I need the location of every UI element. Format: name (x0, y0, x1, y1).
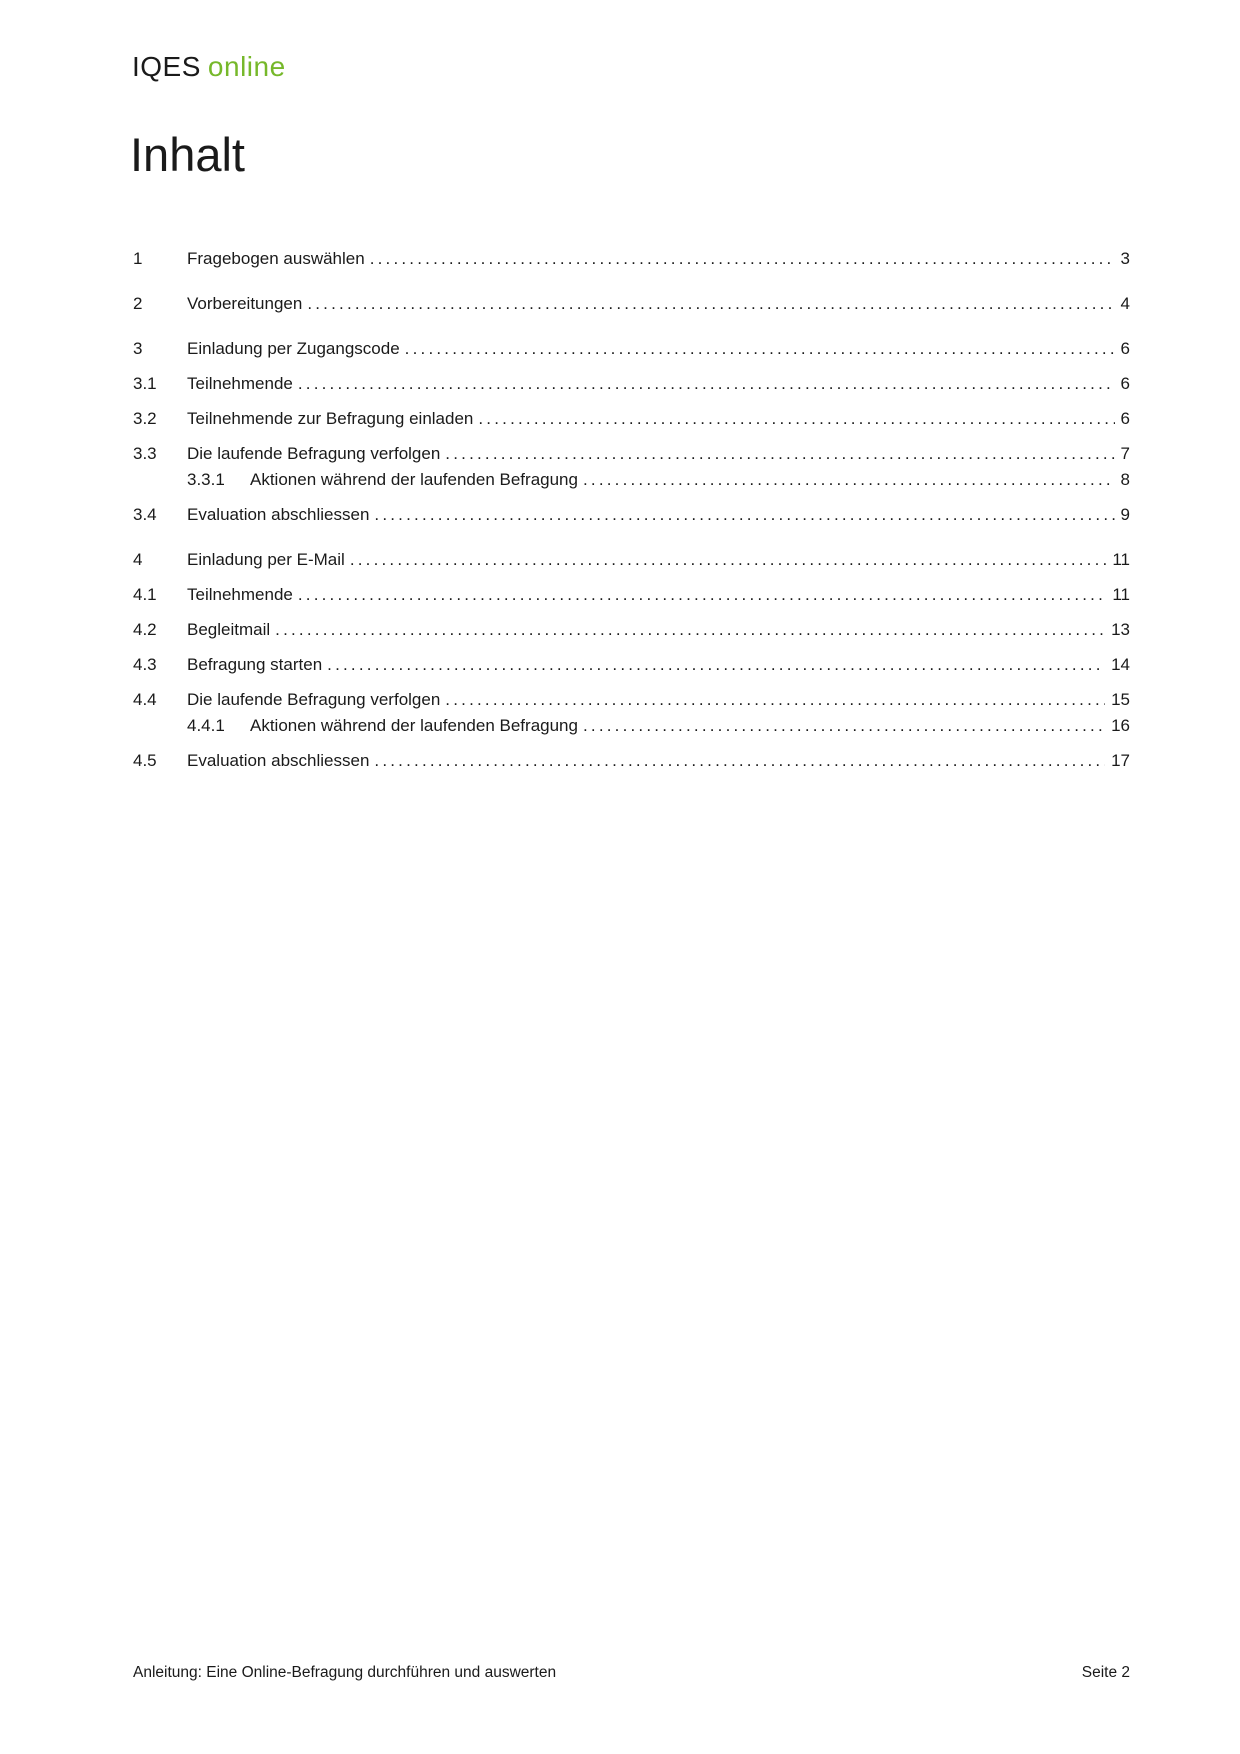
footer-page-number: Seite 2 (1081, 1664, 1130, 1681)
toc-entry[interactable] (133, 550, 1130, 570)
toc-entry-label: Begleitmail (187, 620, 271, 639)
toc-entry-number: 4.1 (133, 585, 157, 604)
toc-entry-page: 6 (1120, 339, 1130, 358)
toc-entry-page: 17 (1111, 751, 1130, 770)
toc-entry-number: 4 (133, 550, 143, 569)
toc-entry[interactable] (133, 620, 1130, 640)
logo-iqes-text: IQES (132, 51, 201, 82)
toc-entry-number: 1 (133, 249, 143, 268)
toc-entry-label: Fragebogen auswählen (187, 249, 365, 268)
toc-entry[interactable] (133, 339, 1130, 359)
toc-entry-label: Evaluation abschliessen (187, 751, 370, 770)
toc-entry-number: 4.4.1 (187, 716, 225, 735)
toc-entry-label: Befragung starten (187, 655, 323, 674)
toc-entry-page: 9 (1120, 505, 1130, 524)
toc-entry-page: 15 (1111, 690, 1130, 709)
toc-entry[interactable] (133, 505, 1130, 525)
toc-dot-leader (275, 620, 1105, 640)
toc-entry-number: 3.1 (133, 374, 157, 393)
toc-dot-leader (405, 339, 1115, 359)
toc-entry-label: Aktionen während der laufenden Befragung (250, 716, 578, 735)
toc-entry-number: 2 (133, 294, 143, 313)
toc-entry[interactable] (133, 716, 1130, 736)
toc-dot-leader (350, 550, 1107, 570)
toc-entry-page: 13 (1111, 620, 1130, 639)
toc-entry-label: Einladung per Zugangscode (187, 339, 400, 358)
toc-dot-leader (583, 716, 1105, 736)
toc-list (133, 249, 1130, 771)
toc-dot-leader (583, 470, 1115, 490)
toc-entry[interactable] (133, 751, 1130, 771)
toc-entry[interactable] (133, 585, 1130, 605)
toc-entry-number: 3 (133, 339, 143, 358)
toc-entry-number: 3.3.1 (187, 470, 225, 489)
footer-document-title: Anleitung: Eine Online-Befragung durchführen und auswerten (133, 1664, 557, 1681)
toc-entry-number: 4.3 (133, 655, 157, 674)
toc-entry[interactable] (133, 294, 1130, 314)
toc-entry-page: 8 (1120, 470, 1130, 489)
toc-entry-label: Teilnehmende (187, 585, 293, 604)
toc-entry-number: 4.4 (133, 690, 157, 709)
toc-dot-leader (374, 751, 1105, 771)
toc-dot-leader (370, 249, 1115, 269)
toc-dot-leader (307, 294, 1114, 314)
toc-entry-page: 11 (1112, 550, 1130, 569)
toc-entry-label: Die laufende Befragung verfolgen (187, 444, 441, 463)
toc-dot-leader (327, 655, 1105, 675)
toc-dot-leader (298, 585, 1106, 605)
toc-entry-page: 14 (1111, 655, 1130, 674)
toc-entry-page: 3 (1120, 249, 1130, 268)
toc-entry-label: Evaluation abschliessen (187, 505, 370, 524)
toc-entry[interactable] (133, 249, 1130, 269)
toc-dot-leader (298, 374, 1115, 394)
toc-entry-page: 6 (1120, 409, 1130, 428)
toc-entry-page: 11 (1112, 585, 1130, 604)
page-title: Inhalt (130, 128, 245, 181)
toc-entry-number: 4.5 (133, 751, 157, 770)
iqes-online-logo (132, 52, 286, 82)
toc-entry[interactable] (133, 470, 1130, 490)
toc-entry-number: 4.2 (133, 620, 157, 639)
toc-entry[interactable] (133, 655, 1130, 675)
toc-entry[interactable] (133, 690, 1130, 710)
logo-online-text: online (207, 51, 286, 82)
toc-entry-page: 4 (1120, 294, 1130, 313)
toc-entry-number: 3.4 (133, 505, 157, 524)
toc-dot-leader (374, 505, 1114, 525)
toc-entry-page: 16 (1111, 716, 1130, 735)
toc-entry-label: Die laufende Befragung verfolgen (187, 690, 441, 709)
toc-entry-label: Teilnehmende (187, 374, 293, 393)
toc-entry[interactable] (133, 374, 1130, 394)
toc-entry-label: Teilnehmende zur Befragung einladen (187, 409, 474, 428)
toc-entry-number: 3.2 (133, 409, 157, 428)
toc-entry-label: Vorbereitungen (187, 294, 303, 313)
page-footer (133, 1663, 1130, 1682)
toc-entry-page: 7 (1120, 444, 1130, 463)
toc-entry[interactable] (133, 444, 1130, 464)
toc-entry-page: 6 (1120, 374, 1130, 393)
toc-entry-number: 3.3 (133, 444, 157, 463)
toc-dot-leader (445, 444, 1114, 464)
toc-dot-leader (445, 690, 1105, 710)
toc-entry-label: Einladung per E-Mail (187, 550, 345, 569)
toc-entry-label: Aktionen während der laufenden Befragung (250, 470, 578, 489)
toc-dot-leader (478, 409, 1114, 429)
toc-entry[interactable] (133, 409, 1130, 429)
